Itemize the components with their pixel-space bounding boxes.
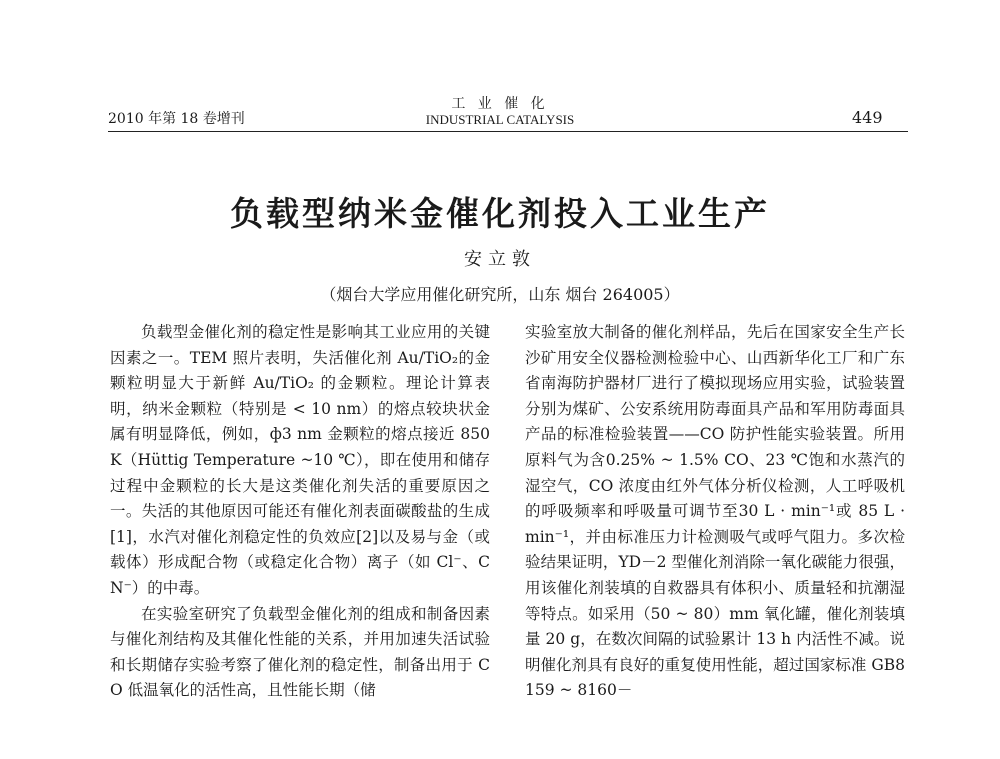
journal-title-cn: 工 业 催 化 [451,96,549,112]
article-title: 负载型纳米金催化剂投入工业生产 [230,194,770,233]
body-paragraph: 负载型金催化剂的稳定性是影响其工业应用的关键因素之一。TEM 照片表明，失活催化剂 Au/TiO₂的金颗粒明显大于新鲜 Au/TiO₂ 的金颗粒。理论计算表明，纳米金颗粒（特别是 < 10 nm）的熔点较块状金属有明显降低，例如，ф3 nm 金颗粒的熔点接近 850 K（Hüttig Temperature ~10 ℃），即在使用和储存过程中金颗粒的长大是这类催化剂失活的重要原因之一。失活的其他原因可能还有催化剂表面碳酸盐的生成[1]，水汽对催化剂稳定性的负效应[2]以及易与金（或载体）形成配合物（或稳定化合物）离子（如 Cl⁻、CN⁻）的中毒。 [110,323,490,597]
body-column-right [525,320,905,704]
body-paragraph: 在实验室研究了负载型金催化剂的组成和制备因素与催化剂结构及其催化性能的关系，并用加速失活试验和长期储存实验考察了催化剂的稳定性，制备出用于 CO 低温氧化的活性高，且性能长期（储 [110,604,490,700]
body-column-left [110,320,490,704]
journal-masthead [0,96,1000,128]
article-affiliation: （烟台大学应用催化研究所，山东 烟台 264005） [320,285,680,304]
journal-title-en: INDUSTRIAL CATALYSIS [425,112,575,127]
page-number: 449 [852,108,883,127]
article-author: 安立敦 [464,249,536,270]
journal-issue: 2010 年第 18 卷增刊 [108,111,245,127]
header-divider [108,131,908,132]
body-paragraph: 实验室放大制备的催化剂样品，先后在国家安全生产长沙矿用安全仪器检测检验中心、山西新华化工厂和广东省南海防护器材厂进行了模拟现场应用实验，试验装置分别为煤矿、公安系统用防毒面具产品和军用防毒面具产品的标准检验装置——CO 防护性能实验装置。所用原料气为含0.25% ~ 1.5% CO、23 ℃饱和水蒸汽的湿空气，CO 浓度由红外气体分析仪检测，人工呼吸机的呼吸频率和呼吸量可调节至30 L · min⁻¹或 85 L · min⁻¹，并由标准压力计检测吸气或呼气阻力。多次检验结果证明，YD－2 型催化剂消除一氧化碳能力很强，用该催化剂装填的自救器具有体积小、质量轻和抗潮湿等特点。如采用（50 ~ 80）mm 氧化罐，催化剂装填量 20 g，在数次间隔的试验累计 13 h 内活性不减。说明催化剂具有良好的重复使用性能，超过国家标准 GB8159 ~ 8160－ [525,323,905,700]
